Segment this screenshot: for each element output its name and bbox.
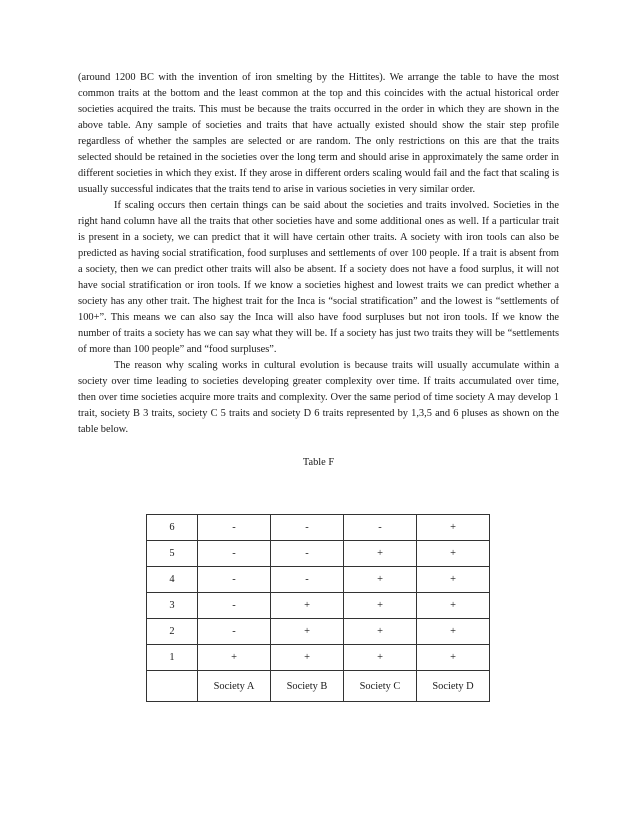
- paragraph-3: The reason why scaling works in cultural evolution is because traits will usually accumulate within a society over time leading to societies developing greater complexity over time. If traits accumulated over time, then over time societies acquire more traits and complexity. Over the same period of time society A may develop 1 trait, society B 3 traits, society C 5 traits and society D 6 traits represented by 1,3,5 and 6 pluses as shown on the table below.: [78, 360, 559, 435]
- table-header-cell: Society A: [198, 671, 271, 702]
- table-cell: -: [271, 515, 344, 541]
- table-cell: -: [271, 567, 344, 593]
- table-header-cell: Society D: [417, 671, 490, 702]
- table-cell: 3: [147, 593, 198, 619]
- table-cell: +: [344, 619, 417, 645]
- table-cell: 6: [147, 515, 198, 541]
- table-cell: +: [198, 645, 271, 671]
- table-header-cell: [147, 671, 198, 702]
- table-cell: +: [271, 645, 344, 671]
- paragraph-2: If scaling occurs then certain things can be said about the societies and traits involved. Societies in the right hand column have all the traits that other societies have and some additional ones as well. If a particular trait is present in a society, we can predict that it will have certain other traits. A society with iron tools can also be predicted as having social stratification, food surpluses and settlements of over 100 people. If a trait is absent from a society, then we can predict other traits will also be absent. If a society does not have a food surplus, it will not have social stratification or iron tools. If we know a societies highest and lowest traits we can predict whether a society has any other trait. The highest trait for the Inca is “social stratification” and the lowest is “settlements of 100+”. This means we can also say the Inca will also have food surpluses but not iron tools. If we know the number of traits a society has we can say what they will be. If a society has just two traits they will be “settlements of more than 100 people” and “food surpluses”.: [78, 200, 559, 355]
- table-cell: -: [198, 593, 271, 619]
- table-cell: +: [344, 541, 417, 567]
- table-cell: +: [344, 567, 417, 593]
- paragraph-1: (around 1200 BC with the invention of iron smelting by the Hittites). We arrange the table to have the most common traits at the bottom and the least common at the top and this coincides with the actual historical order societies acquired the traits. This must be because the traits occurred in the order in which they are shown in the above table. Any sample of societies and traits that have actually existed should show the stair step profile regardless of whether the samples are selected or are random. The only restrictions on this are that the traits selected should be retained in the societies over the long term and should arise in approximately the same order in different societies in which they exist. If they arose in different orders scaling would fail and the fact that scaling is usually successful indicates that the traits tend to arise in various societies in very similar order.: [78, 72, 559, 195]
- table-row: [147, 619, 490, 645]
- table-cell: +: [344, 593, 417, 619]
- table-cell: 4: [147, 567, 198, 593]
- table-header-cell: Society B: [271, 671, 344, 702]
- table-cell: -: [198, 619, 271, 645]
- table-cell: +: [344, 645, 417, 671]
- table-caption: Table F: [302, 457, 335, 468]
- traits-table: [146, 514, 490, 702]
- table-cell: +: [417, 593, 490, 619]
- table-cell: 5: [147, 541, 198, 567]
- page-body: [78, 70, 559, 470]
- traits-table-body: [147, 515, 490, 702]
- table-cell: -: [198, 515, 271, 541]
- table-row: [147, 645, 490, 671]
- table-cell: +: [271, 593, 344, 619]
- table-cell: +: [417, 619, 490, 645]
- table-row: [147, 593, 490, 619]
- table-cell: +: [417, 541, 490, 567]
- table-cell: -: [198, 567, 271, 593]
- table-cell: -: [344, 515, 417, 541]
- table-cell: +: [271, 619, 344, 645]
- table-cell: +: [417, 567, 490, 593]
- table-header-cell: Society C: [344, 671, 417, 702]
- table-cell: +: [417, 645, 490, 671]
- table-row: [147, 515, 490, 541]
- table-row: [147, 567, 490, 593]
- table-cell: -: [198, 541, 271, 567]
- table-cell: +: [417, 515, 490, 541]
- table-cell: 2: [147, 619, 198, 645]
- table-row: [147, 541, 490, 567]
- table-cell: -: [271, 541, 344, 567]
- table-cell: 1: [147, 645, 198, 671]
- table-header-row: [147, 671, 490, 702]
